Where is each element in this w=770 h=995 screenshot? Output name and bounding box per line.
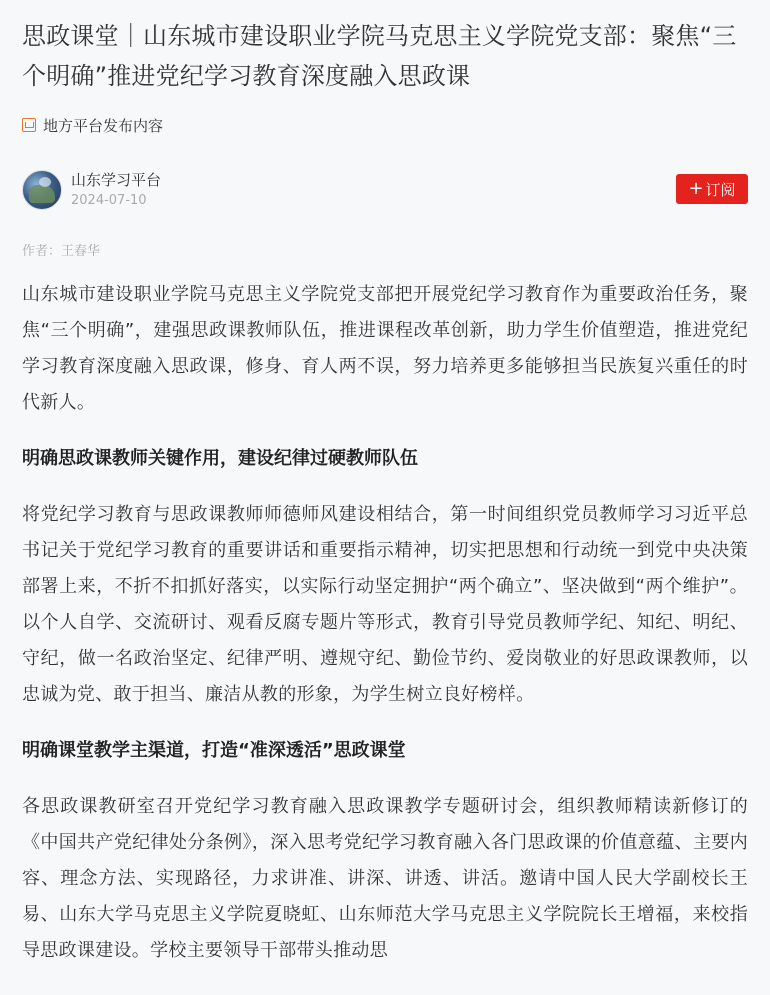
local-platform-icon (22, 118, 36, 132)
plus-icon: + (688, 178, 704, 199)
publish-date: 2024-07-10 (71, 193, 147, 208)
author-name[interactable]: 山东学习平台 (71, 171, 162, 189)
subscribe-button[interactable] (676, 174, 748, 204)
section-heading: 明确课堂教学主渠道，打造“准深透活”思政课堂 (22, 740, 406, 761)
article-paragraph: 各思政课教研室召开党纪学习教育融入思政课教学专题研讨会，组织教师精读新修订的《中国共产党纪律处分条例》，深入思考党纪学习教育融入各门思政课的价值意蕴、主要内容、理念方法、实现路径，力求讲准、讲深、讲透、讲活。邀请中国人民大学副校长王易、山东大学马克思主义学院夏晓虹、山东师范大学马克思主义学院院长王增福，来校指导思政课建设。学校主要领导干部带头推动思 (22, 796, 748, 961)
article-paragraph: 山东城市建设职业学院马克思主义学院党支部把开展党纪学习教育作为重要政治任务，聚焦“三个明确”，建强思政课教师队伍，推进课程改革创新，助力学生价值塑造，推进党纪学习教育深度融入思政课，修身、育人两不误，努力培养更多能够担当民族复兴重任的时代新人。 (22, 284, 748, 413)
byline: 作者：王春华 (22, 244, 101, 259)
article-body (22, 277, 748, 969)
section-heading: 明确思政课教师关键作用，建设纪律过硬教师队伍 (22, 448, 418, 469)
subscribe-label: 订阅 (705, 180, 736, 199)
avatar[interactable] (22, 170, 62, 210)
author-row (22, 166, 748, 214)
source-tag (22, 112, 748, 138)
article-title: 思政课堂｜山东城市建设职业学院马克思主义学院党支部：聚焦“三个明确”推进党纪学习教育深度融入思政课 (22, 22, 737, 90)
author-meta (71, 170, 161, 210)
source-tag-label: 地方平台发布内容 (43, 116, 164, 135)
article-paragraph: 将党纪学习教育与思政课教师师德师风建设相结合，第一时间组织党员教师学习习近平总书记关于党纪学习教育的重要讲话和重要指示精神，切实把思想和行动统一到党中央决策部署上来，不折不扣抓好落实，以实际行动坚定拥护“两个确立”、坚决做到“两个维护”。以个人自学、交流研讨、观看反腐专题片等形式，教育引导党员教师学纪、知纪、明纪、守纪，做一名政治坚定、纪律严明、遵规守纪、勤俭节约、爱岗敬业的好思政课教师，以忠诚为党、敢于担当、廉洁从教的形象，为学生树立良好榜样。 (22, 504, 748, 705)
